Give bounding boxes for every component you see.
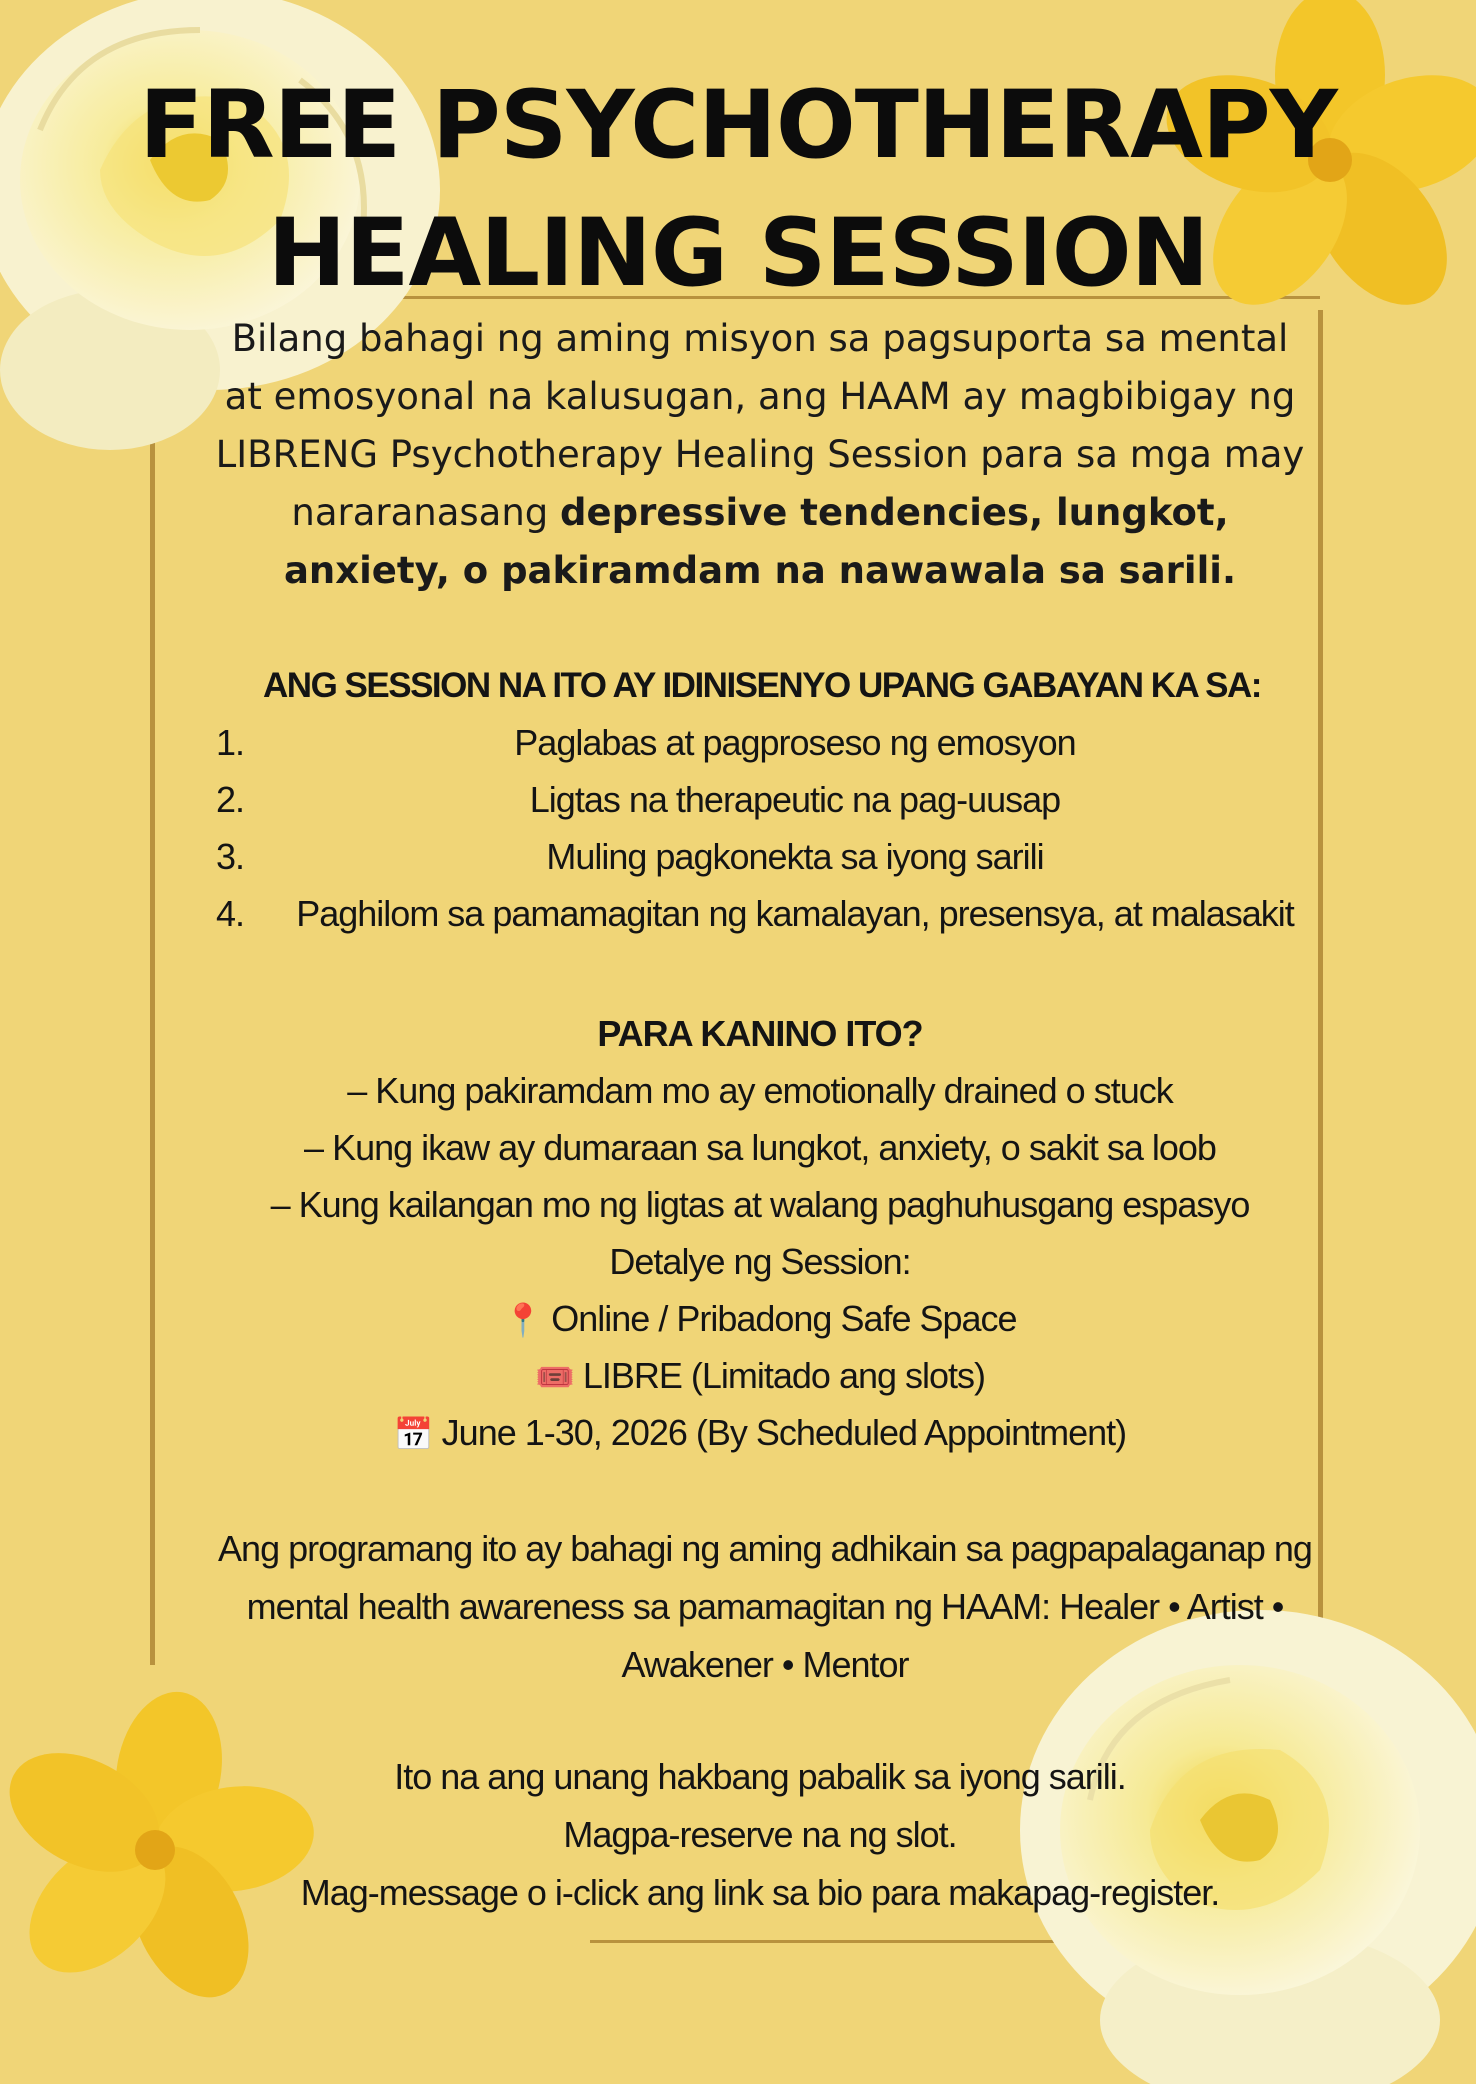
- intro-comma: ,: [1029, 491, 1056, 534]
- location-text: Online / Pribadong Safe Space: [551, 1298, 1017, 1339]
- title-line-2: HEALING SESSION: [267, 199, 1209, 308]
- page-title: [0, 62, 1476, 318]
- for-whom-item: – Kung pakiramdam mo ay emotionally drained o stuck: [347, 1070, 1173, 1111]
- step-number: 1.: [216, 722, 245, 763]
- detail-price: [160, 1347, 1360, 1404]
- closing-line-2: Magpa-reserve na ng slot.: [563, 1814, 957, 1855]
- step-number: 2.: [216, 779, 245, 820]
- list-item: [200, 771, 1310, 828]
- step-text: Muling pagkonekta sa iyong sarili: [546, 836, 1044, 877]
- closing-line-1: Ito na ang unang hakbang pabalik sa iyong sarili.: [394, 1756, 1126, 1797]
- step-number: 3.: [216, 836, 245, 877]
- location-pin-icon: 📍: [503, 1301, 543, 1339]
- list-item: [200, 714, 1310, 771]
- step-text: Ligtas na therapeutic na pag-uusap: [529, 779, 1061, 820]
- frame-left-line: [150, 440, 155, 1665]
- intro-paragraph: [210, 310, 1310, 600]
- list-item: [200, 885, 1310, 942]
- details-heading: Detalye ng Session:: [609, 1241, 911, 1282]
- intro-bold-1: depressive tendencies: [560, 491, 1030, 534]
- title-line-1: FREE PSYCHOTHERAPY: [139, 71, 1337, 180]
- closing-line-3: Mag-message o i-click ang link sa bio para makapag-register.: [300, 1872, 1220, 1913]
- detail-date: [160, 1404, 1360, 1461]
- intro-text: Bilang bahagi ng aming misyon sa pagsuporta sa mental at emosyonal na kalusugan, ang HAAM ay magbibigay ng LIBRENG Psychotherapy Healing Session para sa mga may nararanasang: [215, 317, 1305, 534]
- for-whom-heading: PARA KANINO ITO?: [597, 1013, 923, 1054]
- price-text: LIBRE (Limitado ang slots): [582, 1355, 986, 1396]
- for-whom-item: – Kung kailangan mo ng ligtas at walang paghuhusgang espasyo: [270, 1184, 1250, 1225]
- for-whom-section: [160, 1005, 1360, 1461]
- calendar-icon: 📅: [393, 1415, 433, 1453]
- list-item: [200, 828, 1310, 885]
- design-heading: ANG SESSION NA ITO AY IDINISENYO UPANG GABAYAN KA SA:: [263, 666, 1261, 705]
- step-number: 4.: [216, 893, 245, 934]
- ticket-icon: 🎟️: [534, 1358, 574, 1396]
- step-text: Paglabas at pagproseso ng emosyon: [514, 722, 1076, 763]
- steps-list: [200, 714, 1310, 942]
- step-text: Paghilom sa pamamagitan ng kamalayan, presensya, at malasakit: [296, 893, 1294, 934]
- program-paragraph: Ang programang ito ay bahagi ng aming adhikain sa pagpapalaganap ng mental health awareness sa pamamagitan ng HAAM: Healer • Artist • Awakener • Mentor: [218, 1528, 1312, 1685]
- closing-section: [230, 1748, 1290, 1922]
- date-text: June 1-30, 2026 (By Scheduled Appointment): [441, 1412, 1127, 1453]
- for-whom-item: – Kung ikaw ay dumaraan sa lungkot, anxiety, o sakit sa loob: [304, 1127, 1216, 1168]
- intro-bold-2: lungkot, anxiety, o pakiramdam na nawawala sa sarili.: [283, 491, 1237, 592]
- detail-location: [160, 1290, 1360, 1347]
